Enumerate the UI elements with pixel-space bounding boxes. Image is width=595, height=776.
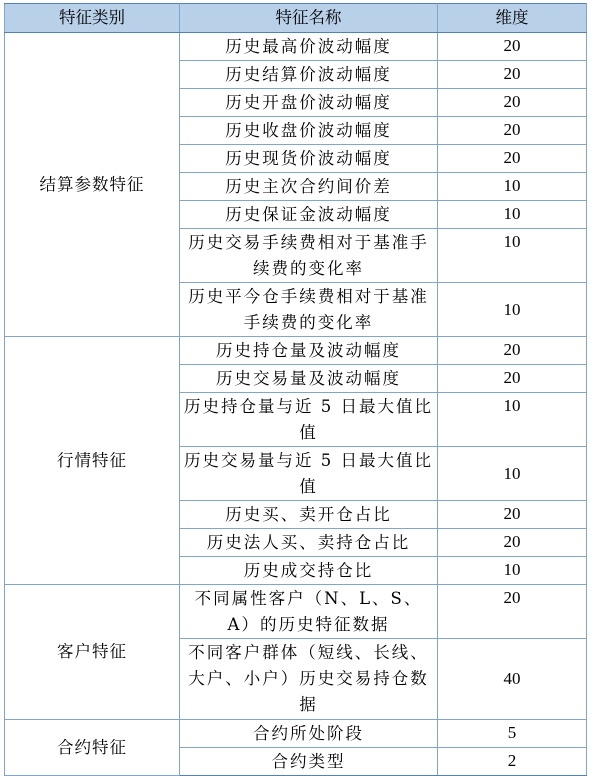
header-dimension: 维度 (438, 4, 587, 33)
feature-name: 历史交易量及波动幅度 (180, 365, 438, 393)
table-row (5, 720, 587, 748)
feature-name: 历史交易量与近 5 日最大值比值 (180, 447, 438, 501)
feature-name: 不同属性客户（N、L、S、A）的历史特征数据 (180, 585, 438, 639)
header-row (5, 4, 587, 33)
table-row (5, 585, 587, 639)
feature-name: 历史开盘价波动幅度 (180, 89, 438, 117)
category-cell: 行情特征 (5, 337, 180, 585)
feature-dimension: 10 (438, 229, 587, 283)
feature-dimension: 20 (438, 585, 587, 639)
feature-name: 历史持仓量与近 5 日最大值比值 (180, 393, 438, 447)
feature-dimension: 20 (438, 501, 587, 529)
feature-dimension: 40 (438, 639, 587, 720)
feature-name: 历史保证金波动幅度 (180, 201, 438, 229)
feature-dimension: 10 (438, 201, 587, 229)
feature-dimension: 2 (438, 748, 587, 776)
category-cell: 结算参数特征 (5, 33, 180, 337)
feature-name: 历史最高价波动幅度 (180, 33, 438, 61)
feature-dimension: 20 (438, 117, 587, 145)
feature-name: 历史结算价波动幅度 (180, 61, 438, 89)
feature-name: 历史收盘价波动幅度 (180, 117, 438, 145)
feature-name: 历史买、卖开仓占比 (180, 501, 438, 529)
feature-table (4, 3, 587, 776)
feature-dimension: 20 (438, 529, 587, 557)
feature-dimension: 10 (438, 393, 587, 447)
feature-name: 历史现货价波动幅度 (180, 145, 438, 173)
feature-dimension: 20 (438, 33, 587, 61)
table-row (5, 337, 587, 365)
header-category: 特征类别 (5, 4, 180, 33)
feature-dimension: 10 (438, 557, 587, 585)
feature-name: 合约类型 (180, 748, 438, 776)
category-cell: 客户特征 (5, 585, 180, 720)
feature-dimension: 20 (438, 365, 587, 393)
feature-dimension: 20 (438, 89, 587, 117)
feature-name: 历史交易手续费相对于基准手续费的变化率 (180, 229, 438, 283)
feature-name: 合约所处阶段 (180, 720, 438, 748)
feature-name: 历史成交持仓比 (180, 557, 438, 585)
feature-name: 历史平今仓手续费相对于基准手续费的变化率 (180, 283, 438, 337)
feature-name: 历史持仓量及波动幅度 (180, 337, 438, 365)
feature-dimension: 20 (438, 61, 587, 89)
feature-dimension: 10 (438, 283, 587, 337)
feature-dimension: 20 (438, 145, 587, 173)
category-cell: 合约特征 (5, 720, 180, 776)
feature-dimension: 10 (438, 173, 587, 201)
header-name: 特征名称 (180, 4, 438, 33)
feature-dimension: 5 (438, 720, 587, 748)
feature-dimension: 10 (438, 447, 587, 501)
feature-name: 历史法人买、卖持仓占比 (180, 529, 438, 557)
feature-dimension: 20 (438, 337, 587, 365)
feature-name: 不同客户群体（短线、长线、大户、小户）历史交易持仓数据 (180, 639, 438, 720)
table-row (5, 33, 587, 61)
feature-name: 历史主次合约间价差 (180, 173, 438, 201)
